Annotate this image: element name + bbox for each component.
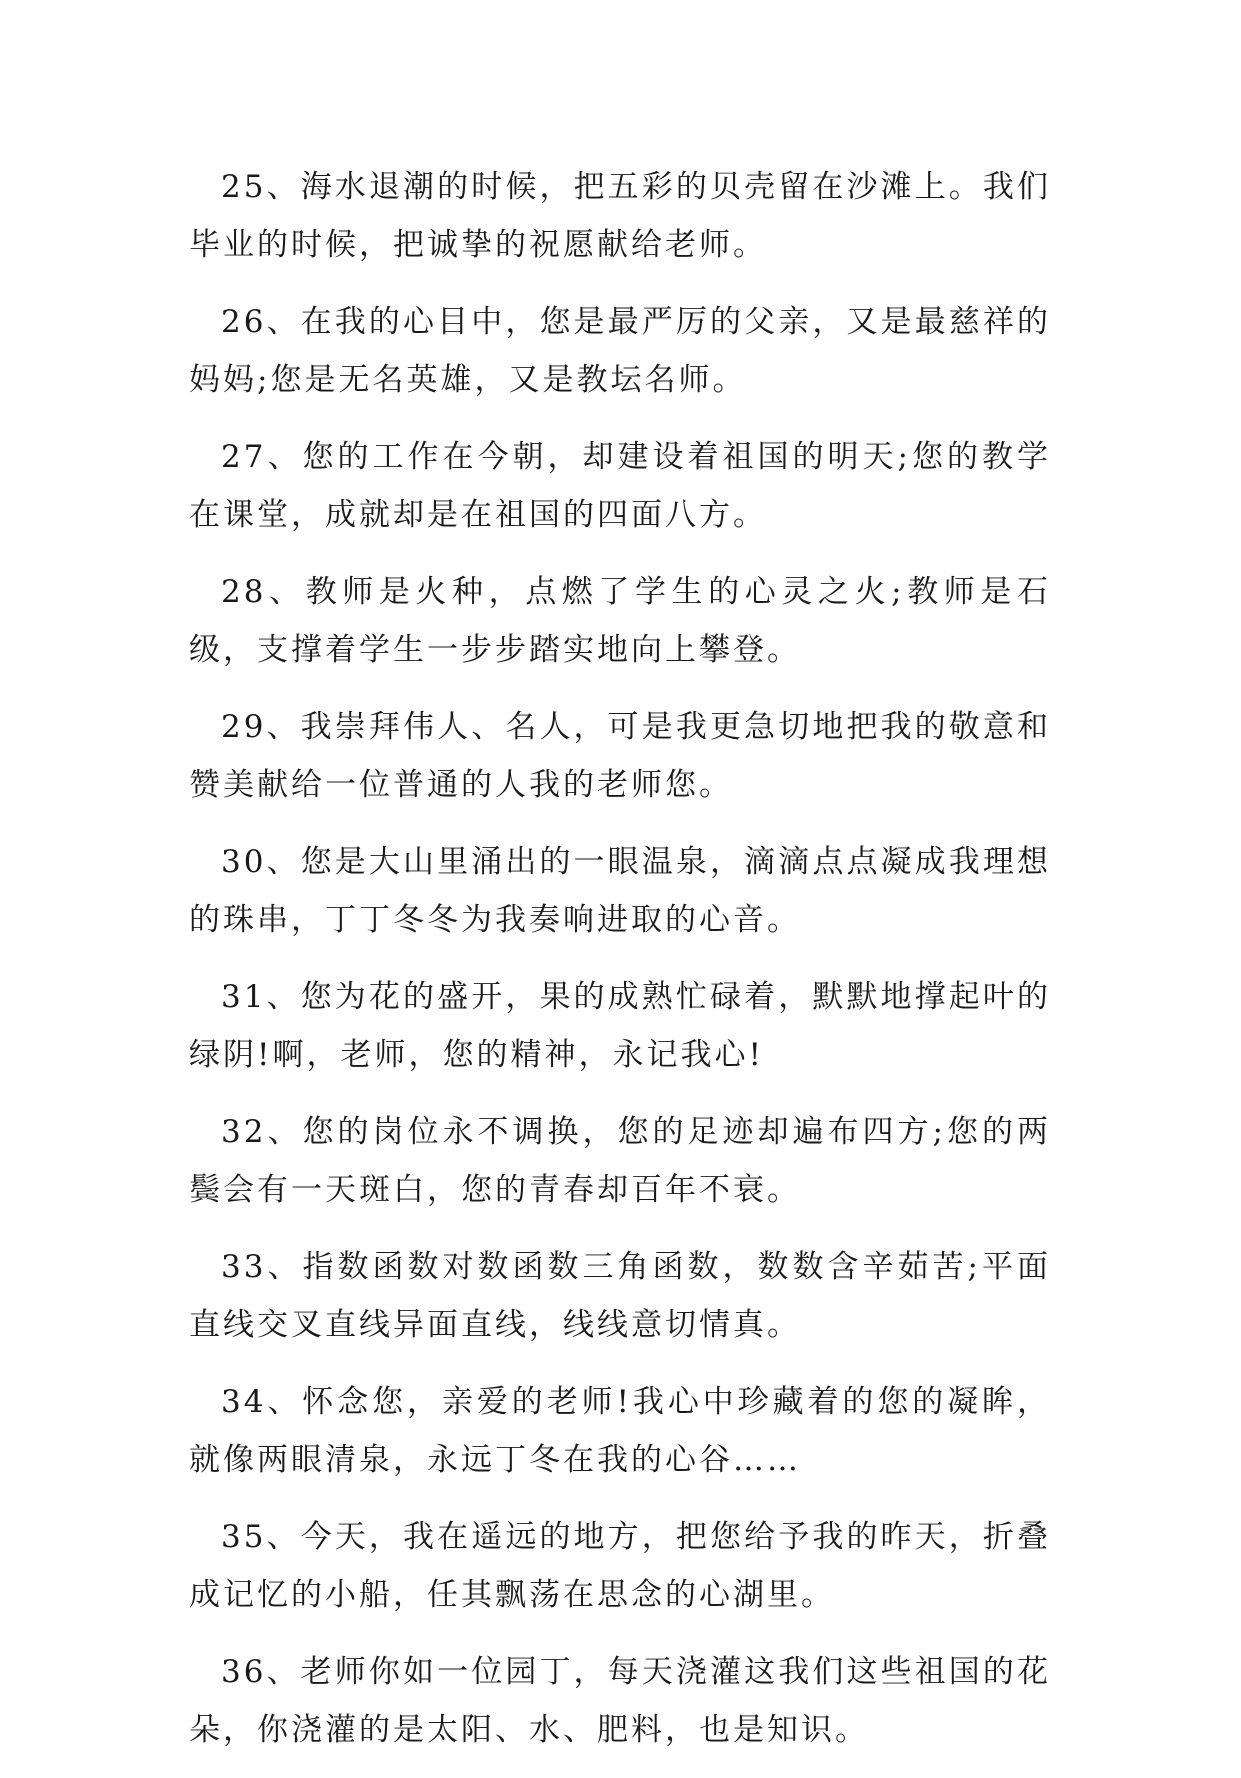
paragraph-33: 33、指数函数对数函数三角函数，数数含辛茹苦;平面直线交叉直线异面直线，线线意切情真。: [189, 1249, 1051, 1343]
paragraph-35: 35、今天，我在遥远的地方，把您给予我的昨天，折叠成记忆的小船，任其飘荡在思念的心湖里。: [189, 1519, 1051, 1613]
paragraph-28: 28、教师是火种，点燃了学生的心灵之火;教师是石级，支撑着学生一步步踏实地向上攀登。: [189, 574, 1051, 668]
paragraph-29: 29、我崇拜伟人、名人，可是我更急切地把我的敬意和赞美献给一位普通的人我的老师您。: [189, 709, 1051, 803]
paragraph-32: 32、您的岗位永不调换，您的足迹却遍布四方;您的两鬓会有一天斑白，您的青春却百年不衰。: [189, 1114, 1051, 1208]
paragraph-27: 27、您的工作在今朝，却建设着祖国的明天;您的教学在课堂，成就却是在祖国的四面八方。: [189, 439, 1051, 533]
document-body: [189, 158, 1051, 1778]
paragraph-25: 25、海水退潮的时候，把五彩的贝壳留在沙滩上。我们毕业的时候，把诚挚的祝愿献给老师。: [189, 169, 1051, 263]
paragraph-36: 36、老师你如一位园丁，每天浇灌这我们这些祖国的花朵，你浇灌的是太阳、水、肥料，也是知识。: [189, 1654, 1051, 1748]
paragraph-30: 30、您是大山里涌出的一眼温泉，滴滴点点凝成我理想的珠串，丁丁冬冬为我奏响进取的心音。: [189, 844, 1051, 938]
paragraph-34: 34、怀念您，亲爱的老师!我心中珍藏着的您的凝眸，就像两眼清泉，永远丁冬在我的心谷……: [189, 1384, 1051, 1478]
paragraph-26: 26、在我的心目中，您是最严厉的父亲，又是最慈祥的妈妈;您是无名英雄，又是教坛名师。: [189, 304, 1051, 398]
paragraph-31: 31、您为花的盛开，果的成熟忙碌着，默默地撑起叶的绿阴!啊，老师，您的精神，永记我心!: [189, 979, 1051, 1073]
